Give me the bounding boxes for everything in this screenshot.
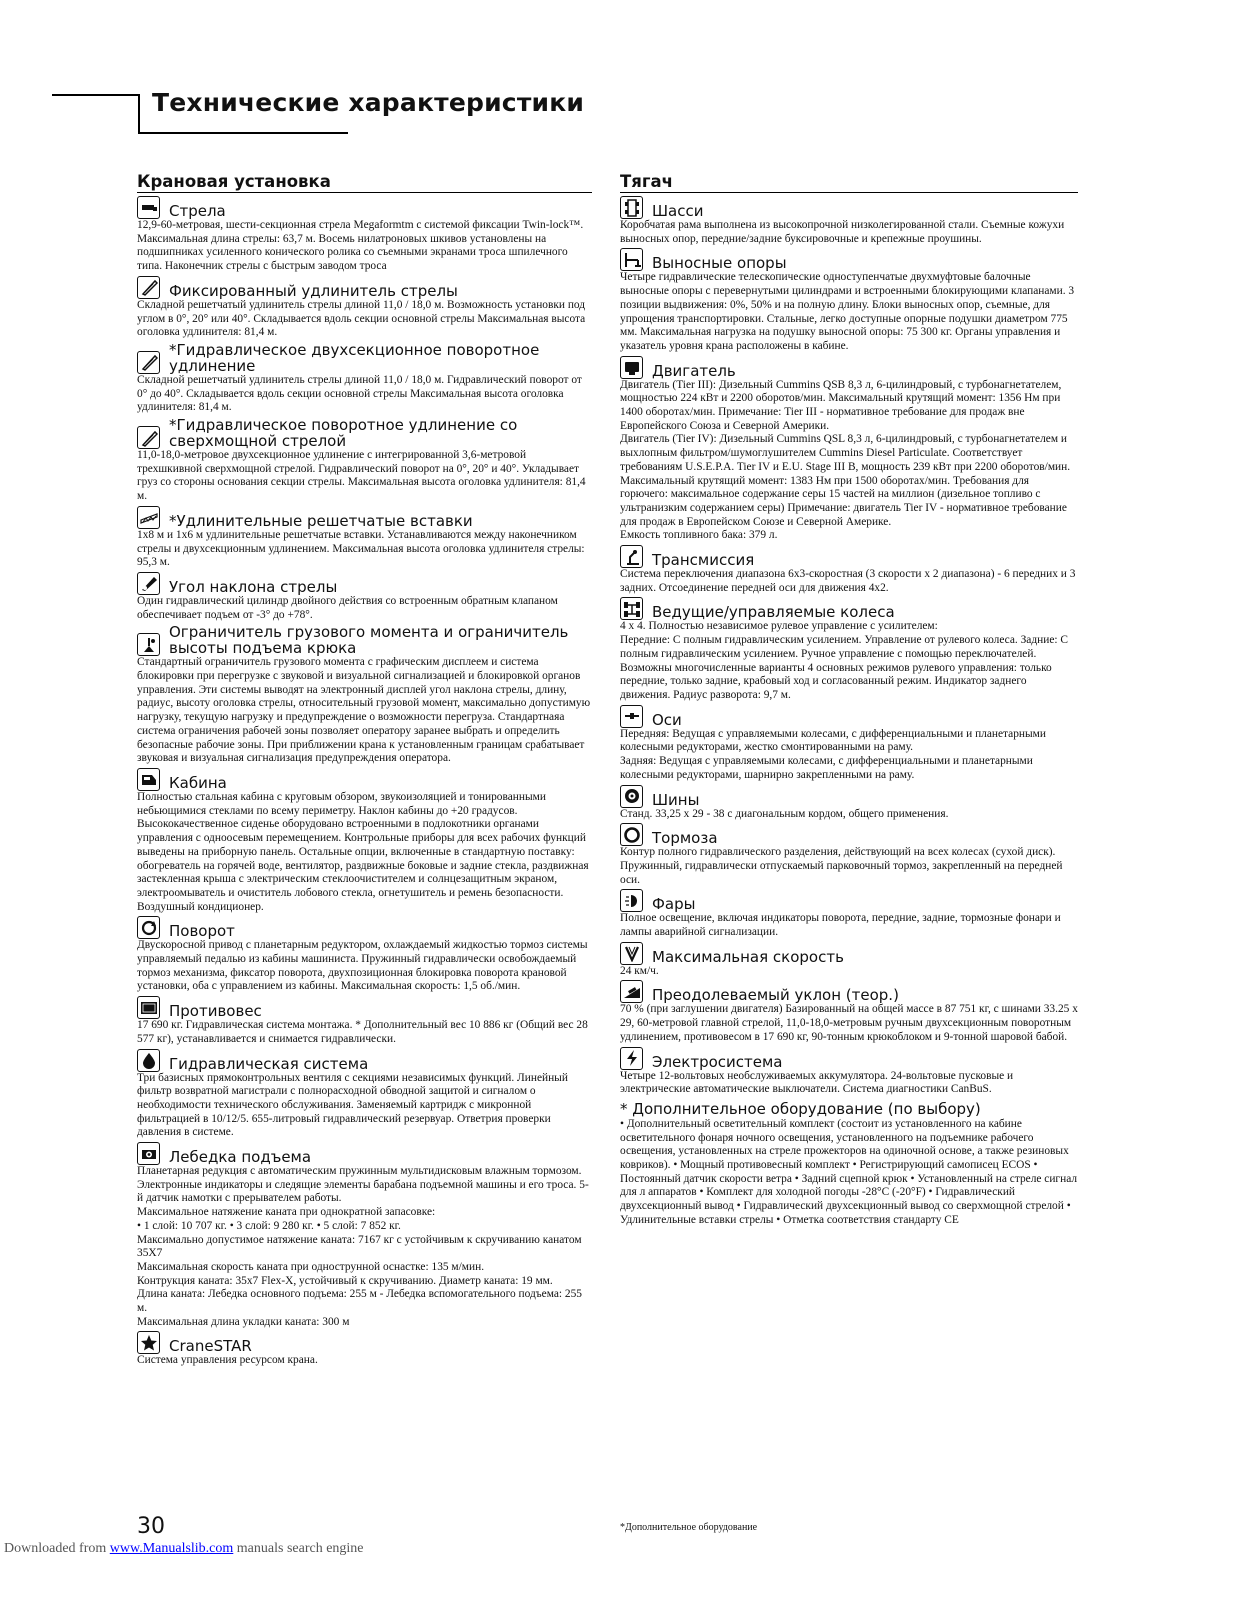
manualslib-link[interactable]: www.Manualslib.com — [109, 1541, 234, 1556]
steering-wheels-icon — [620, 597, 643, 620]
section-paragraph: Двигатель (Tier III): Дизельный Cummins QSB 8,3 л, 6-цилиндровый, с турбонагнетателем, мощностью 224 кВт и 2200 оборотов/мин. Максимальный крутящий момент: 1356 Нм при 1400 оборотах/мин. Примечание: Tier III - нормативное требование для продаж вне Европейского Союза и Северной Америки. — [620, 378, 1062, 432]
engine-icon — [620, 356, 643, 379]
section-paragraph: Максимальное натяжение каната при однократной запасовке: — [137, 1206, 436, 1219]
boom-icon — [137, 196, 160, 219]
section-heading — [137, 417, 592, 449]
download-prefix: Downloaded from — [4, 1541, 110, 1556]
left-section — [137, 506, 592, 570]
section-title: Лебедка подъема — [169, 1148, 312, 1167]
left-section — [137, 342, 592, 415]
section-body — [137, 219, 592, 274]
section-paragraph: Двускоросной привод с планетарным редуктором, охлаждаемый жидкостью тормоз системы управляемый педалью из кабины машиниста. Пружинный гидравлически освобождаемый тормоз механизма, фиксатор поворота, двухпозиционная блокировка поворота крановой установки, оба с управлением из кабины. Максимальная скорость: 1,5 об./мин. — [137, 939, 588, 993]
section-heading — [137, 506, 592, 529]
right-section — [620, 545, 1078, 595]
section-title: Фары — [652, 895, 696, 914]
section-paragraph: Задняя: Ведущая с управляемыми колесами, с дифференциальными и планетарными колесными редукторами, шарнирно закрепленными на раму. — [620, 755, 1033, 781]
header-rule-top — [52, 94, 140, 96]
section-paragraph: Складной решетчатый удлинитель стрелы длиной 11,0 / 18,0 м. Гидравлический поворот от 0° до 40°. Складывается вдоль секции основной стрелы Максимальная высота оголовка удлинителя: 81,4 м. — [137, 373, 582, 414]
section-title: Гидравлическая система — [169, 1054, 369, 1073]
jib-icon — [137, 351, 160, 374]
section-paragraph: 24 км/ч. — [620, 964, 659, 977]
section-body — [620, 620, 1078, 702]
section-paragraph: Контур полного гидравлического разделения, действующий на всех колесах (сухой диск). Пружинный, гидравлически отпускаемый парковочный тормоз, закрепленный на передней оси. — [620, 846, 1063, 886]
right-section — [620, 823, 1078, 887]
section-heading — [620, 942, 1078, 965]
section-title: Шасси — [652, 202, 704, 220]
chassis-icon — [620, 196, 643, 219]
carrier-sections — [620, 196, 1078, 1097]
section-paragraph: 4 x 4. Полностью независимое рулевое управление с усилителем: — [620, 620, 938, 633]
left-section — [137, 768, 592, 914]
section-heading — [137, 916, 592, 939]
section-heading — [620, 823, 1078, 846]
speed-icon — [620, 942, 643, 965]
right-section — [620, 942, 1078, 979]
options-title: * Дополнительное оборудование (по выбору) — [620, 1099, 981, 1118]
right-section — [620, 356, 1078, 543]
section-body — [620, 846, 1078, 887]
swing-icon — [137, 916, 160, 939]
section-heading — [620, 889, 1078, 912]
load-limiter-icon — [137, 633, 160, 656]
section-paragraph: Максимально допустимое натяжение каната: 7167 кг с устойчивым к скручиванию канатом 35X7 — [137, 1233, 582, 1260]
lattice-icon — [137, 506, 160, 529]
left-section — [137, 1331, 592, 1368]
crane-sections — [137, 196, 592, 1368]
gradeability-icon — [620, 980, 643, 1003]
section-paragraph: Один гидравлический цилиндр двойного действия со встроенным обратным клапаном обеспечивает подъем от -3° до +78°. — [137, 594, 558, 621]
section-heading — [137, 342, 592, 374]
axle-icon — [620, 705, 643, 728]
section-body — [137, 529, 592, 570]
section-body — [620, 379, 1078, 543]
section-body — [620, 728, 1078, 783]
right-section — [620, 597, 1078, 702]
hoist-icon — [137, 1142, 160, 1165]
section-title: Шины — [652, 790, 700, 809]
section-paragraph: Коробчатая рама выполнена из высокопрочной низколегированной стали. Съемные кожухи выносных опор, передние/задние буксировочные и крепежные проушины. — [620, 219, 1065, 245]
section-heading — [620, 597, 1078, 620]
section-body — [620, 568, 1078, 595]
crane-column — [137, 172, 592, 1368]
section-paragraph: Максимальная скорость каната при однострунной оснастке: 135 м/мин. — [137, 1260, 485, 1273]
section-body — [137, 656, 592, 766]
section-paragraph: Передние: С полным гидравлическим усилением. Управление от рулевого колеса. Задние: С полным гидравлическим усилением. Ручное управление с помощью переключателей. — [620, 634, 1069, 660]
section-heading — [137, 572, 592, 595]
section-paragraph: Четыре 12-вольтовых необслуживаемых аккумулятора. 24-вольтовые пусковые и электрические автоматические выключатели. Система диагностики CanBuS. — [620, 1069, 1014, 1096]
section-title: *Гидравлическое двухсекционное поворотное удлинение — [169, 340, 540, 375]
right-section — [620, 248, 1078, 353]
left-section — [137, 916, 592, 994]
section-paragraph: 17 690 кг. Гидравлическая система монтажа. * Дополнительный вес 10 886 кг (Общий вес 28 577 кг), устанавливается и снимается гидравлически. — [137, 1019, 588, 1045]
section-body — [137, 939, 592, 994]
section-body — [620, 912, 1078, 939]
section-paragraph: 12,9-60-метровая, шести-секционная стрела Megaformtm с системой фиксации Twin-lock™. Максимальная длина стрелы: 63,7 м. Восемь нилатроновых шкивов установлены на подшипниках усиленного конического ролика со съемными экранами троса шпилечного типа. Наконечник стрелы с быстрым заводом троса — [137, 219, 584, 273]
section-paragraph: Складной решетчатый удлинитель стрелы длиной 11,0 / 18,0 м. Возможность установки под углом в 0°, 20° или 40°. Складывается вдоль секции основной стрелы Максимальная высота оголовка удлинителя: 81,4 м. — [137, 298, 586, 339]
section-body — [137, 299, 592, 340]
section-paragraph: • 1 слой: 10 707 кг. • 3 слой: 9 280 кг. • 5 слой: 7 852 кг. — [137, 1219, 401, 1232]
section-body — [620, 219, 1078, 246]
right-section — [620, 196, 1078, 246]
section-heading — [620, 705, 1078, 728]
section-title: Ограничитель грузового момента и ограничитель высоты подъема крюка — [169, 623, 569, 658]
section-title: Двигатель — [652, 361, 736, 380]
section-heading — [620, 785, 1078, 808]
section-title: Противовес — [169, 1002, 262, 1021]
options-text: • Дополнительный осветительный комплект (состоит из установленного на кабине осветительного фонаря ночного освещения, установленного на подъемнике рабочего освещения, установленных на стреле прожекторов на одиночной основе, а также резиновых ковриков). • Мощный противовесный комплект • Регистрирующий самописец ECOS • Постоянный датчик скорости ветра • Задний сцепной крюк • Установленный на стреле сигнал для л аппаратов • Комплект для холодной погоды -28°C (-20°F) • Гидравлический двухсекционный вывод • Гидравлический двухсекционный вывод со сверхмощной стрелой • Удлинительные вставки стрелы • Отметка соответствия стандарту CE — [620, 1117, 1078, 1226]
section-body — [620, 808, 1078, 822]
section-heading — [620, 545, 1078, 568]
section-body — [137, 1072, 592, 1141]
section-body — [137, 1165, 592, 1329]
counterweight-icon — [137, 996, 160, 1019]
section-title: *Гидравлическое поворотное удлинение со сверхмощной стрелой — [169, 416, 518, 451]
transmission-icon — [620, 545, 643, 568]
right-section — [620, 785, 1078, 822]
left-section — [137, 624, 592, 766]
section-paragraph: 11,0-18,0-метровое двухсекционное удлинение с интегрированной 3,6-метровой трехшкивной сверхмощной стрелой. Гидравлический поворот на 0°, 20° и 40°. Укладывает груз со стороны основания секции стрелы. Максимальная высота оголовка удлинителя: 81,4 м. — [137, 449, 586, 503]
section-title: Фиксированный удлинитель стрелы — [169, 281, 458, 300]
carrier-column-title: Тягач — [620, 172, 1078, 193]
section-heading — [137, 1049, 592, 1072]
section-paragraph: Полное освещение, включая индикаторы поворота, передние, задние, тормозные фонари и лампы аварийной сигнализации. — [620, 912, 1061, 939]
section-paragraph: Полностью стальная кабина с круговым обзором, звукоизоляцией и тонированными небьющимися стеклами по всему периметру. Наклон кабины до +20 градусов. Высококачественное сиденье оборудовано встроенными в подлокотники органами управления с одноосевым перемещением. Контрольные приборы для всех рабочих функций выведены на приборную панель. Остальные опции, включенные в стандартную поставку: обогреватель на горячей воде, вентилятор, раздвижные боковые и задние стекла, раздвижная застекленная крыша с электрическим стеклоочистителем и солнцезащитным экраном, электроомыватель и очиститель лобового стекла, огнетушитель и ремень безопасности. Воздушный кондиционер. — [137, 790, 589, 913]
section-title: Поворот — [169, 922, 235, 941]
section-title: Преодолеваемый уклон (теор.) — [652, 986, 899, 1005]
section-title: Кабина — [169, 773, 227, 792]
star-icon — [137, 1331, 160, 1354]
section-title: Выносные опоры — [652, 254, 787, 273]
section-heading — [137, 624, 592, 656]
section-title: Оси — [652, 710, 682, 729]
left-section — [137, 572, 592, 622]
section-body — [137, 1019, 592, 1046]
section-title: Ведущие/управляемые колеса — [652, 603, 895, 622]
right-section — [620, 889, 1078, 939]
section-body — [137, 595, 592, 622]
section-paragraph: Три базисных прямоконтрольных вентиля с секциями независимых функций. Линейный фильтр возвратной магистрали с полнорасходной обводной защитой и сигналом о необходимости технического обслуживания. Заменяемый картридж с микронной фильтрацией в 10/12/5. 655-литровый гидравлический резервуар. Ответрия проверки давления в системе. — [137, 1071, 568, 1139]
section-title: *Удлинительные решетчатые вставки — [169, 511, 473, 530]
left-section — [137, 276, 592, 340]
section-paragraph: Система управления ресурсом крана. — [137, 1354, 318, 1367]
outrigger-icon — [620, 248, 643, 271]
section-body — [620, 271, 1078, 353]
page-title: Технические характеристики — [152, 88, 585, 117]
section-body — [137, 449, 592, 504]
section-heading — [620, 1047, 1078, 1070]
left-section — [137, 196, 592, 274]
section-paragraph: Станд. 33,25 x 29 - 38 с диагональным кордом, общего применения. — [620, 807, 949, 820]
section-heading — [620, 248, 1078, 271]
section-paragraph: Емкость топливного бака: 379 л. — [620, 529, 778, 542]
section-paragraph: Контрукция каната: 35x7 Flex-X, устойчивый к скручиванию. Диаметр каната: 19 мм. — [137, 1274, 553, 1287]
section-paragraph: 1х8 м и 1х6 м удлинительные решетчатые вставки. Устанавливаются между наконечником стрелы и двухсекционным удлинением. Максимальная высота оголовка удлинителя стрелы: 95,3 м. — [137, 528, 585, 569]
section-paragraph: Возможны многочисленные варианты 4 основных режимов рулевого управления: только передние, только задние, крабовый ход и согласованный режим. Индикатор заднего движения. Радиус разворота: 9,7 м. — [620, 661, 1052, 701]
jib-icon — [137, 426, 160, 449]
section-title: CraneSTAR — [169, 1337, 252, 1356]
jib-icon — [137, 276, 160, 299]
section-heading — [620, 356, 1078, 379]
right-section — [620, 1047, 1078, 1097]
crane-column-title: Крановая установка — [137, 172, 592, 193]
header-rule-bottom — [138, 132, 348, 134]
download-suffix: manuals search engine — [233, 1541, 364, 1556]
carrier-column — [620, 172, 1078, 1228]
section-title: Трансмиссия — [652, 551, 755, 570]
section-paragraph: Планетарная редукция с автоматическим пружинным мультидисковым влажным тормозом. Электронные индикаторы и следящие элементы барабана подъемной машины и его троса. 5-й датчик намотки с прерывателем работы. — [137, 1165, 589, 1205]
section-body — [620, 965, 1078, 979]
section-paragraph: Двигатель (Tier IV): Дизельный Cummins QSL 8,3 л, 6-цилиндровый, с турбонагнетателем и выхлопным фильтром/шумоглушителем Cummins Diesel Particulate. Соответствует требованиям U.S.E.P.A. Tier IV и E.U. Stage III B, мощность 239 кВт при 2200 оборотов/мин. Максимальный крутящий момент: 1383 Нм при 1500 оборотах/мин. Требования для горючего: максимальное содержание серы 15 частей на миллион (дизельное топливо с ультранизким содержанием серы) Примечание: двигатель Tier IV - нормативное требование для продаж в Европейском Союзе и Северной Америке. — [620, 433, 1071, 528]
hydraulic-drop-icon — [137, 1049, 160, 1072]
header-rule-vertical — [138, 94, 140, 134]
left-section — [137, 417, 592, 504]
section-paragraph: Максимальная длина укладки каната: 300 м — [137, 1315, 350, 1328]
tire-icon — [620, 785, 643, 808]
section-heading — [137, 1142, 592, 1165]
section-title: Угол наклона стрелы — [169, 577, 338, 596]
right-section — [620, 705, 1078, 783]
section-heading — [137, 768, 592, 791]
section-title: Стрела — [169, 202, 226, 220]
section-heading — [620, 980, 1078, 1003]
section-paragraph: Стандартный ограничитель грузового момента с графическим дисплеем и система блокировки при перегрузке с звуковой и визуальной сигнализацией и блокировкой органов управления. Эти системы выводят на электронный дисплей угол наклона стрелы, длину, радиус, высоту оголовка стрелы, относительный грузовой момент, максимально допустимую нагрузку, текущую нагрузку и предупреждение о возможности перегруза. Стандартнаяа система ограничения рабочей зоны позволяет оператору заранее выбрать и определить безопасные рабочие зоны. При приближении крана к установленным границам срабатывает звуковая и визуальная сигнализация предупреждения оператора. — [137, 656, 591, 765]
section-heading — [137, 196, 592, 219]
section-title: Электросистема — [652, 1052, 783, 1071]
section-body — [620, 1003, 1078, 1044]
section-heading — [137, 276, 592, 299]
section-title: Тормоза — [652, 829, 718, 848]
electric-icon — [620, 1047, 643, 1070]
section-paragraph: Передняя: Ведущая с управляемыми колесами, с дифференциальными и планетарными колесными редукторами, жестко смонтированными на раму. — [620, 727, 1046, 754]
section-title: Максимальная скорость — [652, 947, 844, 966]
boom-angle-icon — [137, 572, 160, 595]
footnote: *Дополнительное оборудование — [620, 1522, 758, 1533]
section-heading — [137, 996, 592, 1019]
headlight-icon — [620, 889, 643, 912]
left-section — [137, 996, 592, 1046]
section-paragraph: 70 % (при заглушении двигателя) Базированный на общей массе в 87 751 кг, с шинами 33.25 x 29, 60-метровой главной стрелой, 11,0-18,0-метровым ручным двухсекционным поворотным удлинением, противовесом в 17 690 кг, 90-тонным крюкоблоком и 9-тонной шаровой бабой. — [620, 1003, 1078, 1043]
section-body — [137, 374, 592, 415]
left-section — [137, 1142, 592, 1329]
cab-icon — [137, 768, 160, 791]
right-section — [620, 980, 1078, 1044]
section-body — [137, 791, 592, 914]
section-paragraph: Длина каната: Лебедка основного подъема: 255 м - Лебедка вспомогательного подъема: 255 м. — [137, 1288, 582, 1315]
download-footer — [4, 1541, 364, 1557]
brake-icon — [620, 823, 643, 846]
section-heading — [620, 196, 1078, 219]
section-heading — [137, 1331, 592, 1354]
left-section — [137, 1049, 592, 1141]
section-body — [137, 1354, 592, 1368]
section-paragraph: Четыре гидравлические телескопические одноступенчатые двухмуфтовые балочные выносные опоры с перевернутыми цилиндрами и встроенными блокирующими клапанами. 3 позиции выдвижения: 0%, 50% и на полную длину. Блоки выносных опор, съемные, для упрощения транспортировки. Стальные, легко доступные опорные подушки диаметром 775 мм. Максимальная нагрузка на подушку выносной опоры: 75 300 кг. Органы управления и указатель уровня крана расположены в кабине. — [620, 271, 1075, 352]
section-body — [620, 1070, 1078, 1097]
section-paragraph: Система переключения диапазона 6х3-скоростная (3 скорости х 2 диапазона) - 6 передних и 3 задних. Отсоединение передней оси для движения 4х2. — [620, 568, 1076, 594]
page-number: 30 — [137, 1514, 165, 1539]
